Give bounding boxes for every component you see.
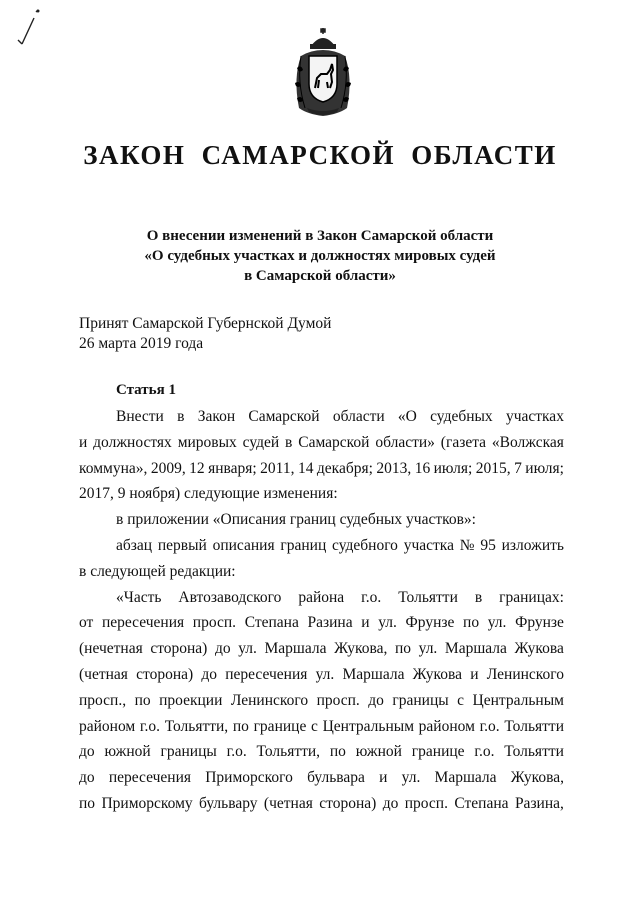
word: ул.	[315, 665, 335, 683]
article-body	[79, 404, 564, 817]
word: Центральным	[472, 691, 564, 709]
word: по	[134, 691, 151, 709]
coat-of-arms-icon	[287, 28, 359, 118]
word: Тольятти	[504, 717, 564, 735]
text-line	[79, 662, 564, 688]
word: просп.	[192, 614, 237, 632]
word: по	[463, 614, 480, 632]
word: сторона)	[150, 640, 208, 658]
word: по	[79, 794, 96, 812]
word: первый	[157, 536, 207, 554]
word: Приморскому	[101, 794, 193, 812]
word: ул.	[378, 614, 397, 632]
text-line	[79, 791, 564, 817]
text-line	[79, 610, 564, 636]
word: с	[457, 691, 465, 709]
subtitle-line: в Самарской области»	[244, 268, 396, 284]
adoption-info	[79, 314, 331, 354]
word: границе	[411, 743, 465, 761]
word: Жукова,	[334, 640, 388, 658]
adoption-date: 26 марта 2019 года	[79, 335, 204, 352]
word: по	[232, 717, 249, 735]
word: Ленинского	[230, 691, 309, 709]
word: Тольятти	[398, 588, 458, 606]
word: до	[79, 743, 95, 761]
word: Маршала	[434, 769, 497, 787]
adoption-body: Принят Самарской Губернской Думой	[79, 315, 332, 332]
word: пересечения	[225, 665, 308, 683]
word: «Волжская	[491, 433, 564, 451]
text-line	[79, 456, 564, 482]
subtitle-line: «О судебных участках и должностях мировых судей	[144, 248, 496, 264]
word: Жукова,	[510, 769, 564, 787]
word: 14	[297, 459, 314, 477]
word: и	[470, 665, 479, 683]
word: Тольятти,	[256, 743, 321, 761]
word: мировых	[177, 433, 237, 451]
word: Ленинского	[486, 665, 564, 683]
word: судебного	[332, 536, 398, 554]
word: должностях	[93, 433, 172, 451]
line-text: 2017, 9 ноября) следующие изменения:	[79, 485, 338, 503]
word: границы	[160, 743, 217, 761]
word: судей	[242, 433, 280, 451]
article-heading: Статья 1	[116, 382, 176, 398]
word: с	[311, 717, 318, 735]
word: Жукова	[412, 665, 463, 683]
word: Разина	[307, 614, 353, 632]
word: Внести	[116, 408, 164, 425]
word: в	[177, 408, 185, 425]
text-line	[79, 636, 564, 662]
word: г.о.	[226, 743, 247, 761]
word: границ	[280, 536, 327, 554]
word: Степана	[244, 614, 299, 632]
word: от	[79, 614, 94, 632]
word: Фрунзе	[515, 614, 564, 632]
word: Приморского	[205, 769, 293, 787]
word: Самарской	[248, 408, 320, 425]
word: 16	[414, 459, 431, 477]
word: и	[79, 433, 88, 451]
text-line	[79, 714, 564, 740]
word: абзац	[116, 536, 153, 554]
word: в	[474, 588, 483, 606]
word: до	[382, 794, 399, 812]
word: пересечения	[101, 614, 185, 632]
text-line	[79, 688, 564, 714]
word: района	[298, 588, 345, 606]
word: (нечетная	[79, 640, 143, 658]
word: границы	[392, 691, 449, 709]
word: Разина,	[514, 794, 564, 812]
word: г.о.	[474, 743, 495, 761]
word: бульвару	[199, 794, 258, 812]
text-line	[79, 507, 564, 533]
word: (четная	[79, 665, 128, 683]
word: 2011,	[260, 459, 295, 477]
law-subtitle	[0, 226, 640, 286]
word: и	[361, 614, 370, 632]
word: просп.	[404, 794, 448, 812]
text-line	[79, 765, 564, 791]
word: г.о.	[361, 588, 382, 606]
word: до	[368, 691, 384, 709]
handwritten-mark-icon	[12, 8, 46, 52]
word: по	[329, 743, 346, 761]
word: Центральным	[322, 717, 414, 735]
text-line	[79, 739, 564, 765]
text-line	[79, 533, 564, 559]
word: южной	[355, 743, 402, 761]
word: 12	[189, 459, 205, 477]
word: изложить	[501, 536, 564, 554]
word: просп.,	[79, 691, 127, 709]
word: Автозаводского	[178, 588, 282, 606]
word: участках	[505, 408, 564, 425]
text-line	[79, 481, 564, 507]
word: просп.	[316, 691, 360, 709]
word: 7	[514, 459, 522, 477]
word: (четная	[263, 794, 313, 812]
word: 2013,	[376, 459, 412, 477]
word: Маршала	[264, 640, 327, 658]
word: Жукова	[514, 640, 564, 658]
word: районом	[418, 717, 475, 735]
word: границе	[253, 717, 307, 735]
word: ул.	[418, 640, 438, 658]
text-line	[79, 559, 564, 585]
word: коммуна»,	[79, 459, 148, 477]
word: января;	[208, 459, 257, 477]
word: ул.	[238, 640, 257, 658]
word: области	[332, 408, 385, 425]
word: пересечения	[108, 769, 192, 787]
word: 2015,	[475, 459, 511, 477]
word: Фрунзе	[405, 614, 455, 632]
text-line	[79, 430, 564, 456]
word: «Часть	[116, 588, 162, 606]
word: июля;	[525, 459, 564, 477]
word: проекции	[159, 691, 223, 709]
word: Маршала	[444, 640, 507, 658]
word: сторона)	[319, 794, 377, 812]
word: г.о.	[479, 717, 500, 735]
word: судебных	[430, 408, 493, 425]
word: 2009,	[150, 459, 186, 477]
word: районом	[79, 717, 136, 735]
word: до	[201, 665, 218, 683]
text-line	[79, 585, 564, 611]
word: июля;	[433, 459, 473, 477]
word: по	[394, 640, 412, 658]
word: «О	[397, 408, 417, 425]
word: бульвара	[307, 769, 365, 787]
word: в	[285, 433, 293, 451]
word: 95	[480, 536, 496, 554]
word: г.о.	[139, 717, 161, 735]
word: участка	[403, 536, 454, 554]
word: до	[79, 769, 95, 787]
word: и	[379, 769, 388, 787]
word: сторона)	[136, 665, 194, 683]
word: области»	[375, 433, 435, 451]
word: Маршала	[342, 665, 405, 683]
word: ул.	[401, 769, 421, 787]
word: декабря;	[316, 459, 373, 477]
word: Тольятти	[504, 743, 564, 761]
word: Тольятти,	[164, 717, 229, 735]
word: описания	[212, 536, 275, 554]
line-text: в следующей редакции:	[79, 562, 236, 580]
law-title: ЗАКОН САМАРСКОЙ ОБЛАСТИ	[83, 140, 557, 170]
word: Степана	[454, 794, 509, 812]
text-line	[79, 404, 564, 430]
line-text: в приложении «Описания границ судебных участков»:	[116, 511, 476, 529]
word: ул.	[487, 614, 507, 632]
word: Закон	[197, 408, 236, 425]
word: южной	[104, 743, 151, 761]
word: №	[459, 536, 475, 554]
subtitle-line: О внесении изменений в Закон Самарской области	[146, 228, 494, 244]
word: до	[214, 640, 231, 658]
word: Самарской	[298, 433, 370, 451]
word: (газета	[440, 433, 487, 451]
word: границах:	[499, 588, 564, 606]
